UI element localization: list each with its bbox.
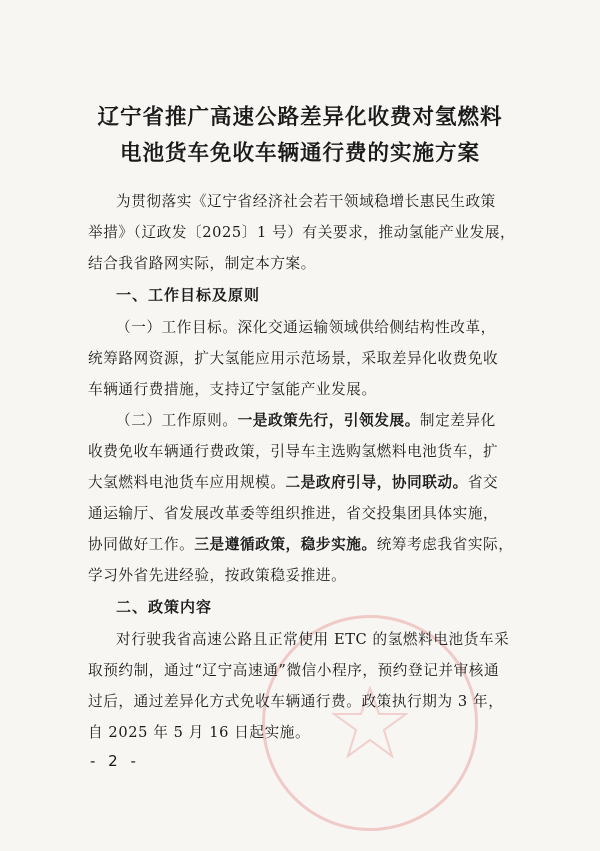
- principle-point-3: 三是遵循政策，稳步实施。: [194, 536, 377, 553]
- principle-line-3-tail: 省交: [467, 474, 499, 491]
- document-title-line-2: 电池货车免收车辆通行费的实施方案: [119, 141, 480, 166]
- principle-point-1: 一是政策先行，引领发展。: [237, 412, 420, 429]
- goal-line-2: 统筹路网资源，扩大氢能应用示范场景，采取差异化收费免收: [88, 350, 499, 367]
- goal-line-1: （一）工作目标。深化交通运输领域供给侧结构性改革，: [116, 319, 496, 336]
- section-1-heading: 一、工作目标及原则: [116, 286, 261, 304]
- policy-line-2: 取预约制，通过“辽宁高速通”微信小程序，预约登记并审核通: [88, 662, 500, 679]
- document-title-line-1: 辽宁省推广高速公路差异化收费对氢燃料: [97, 105, 503, 130]
- principle-label: （二）工作原则。: [116, 412, 238, 429]
- principle-line-1-tail: 制定差异化: [419, 412, 496, 429]
- principle-line-3-head: 大氢燃料电池货车应用规模。: [88, 474, 286, 491]
- principle-line-5-tail: 统筹考虑我省实际，: [376, 536, 514, 553]
- goal-line-3: 车辆通行费措施，支持辽宁氢能产业发展。: [88, 381, 377, 398]
- intro-line-1: 为贯彻落实《辽宁省经济社会若干领域稳增长惠民生政策: [116, 193, 496, 210]
- policy-line-1: 对行驶我省高速公路且正常使用 ETC 的氢燃料电池货车采: [116, 631, 510, 648]
- principle-line-5: [88, 533, 528, 554]
- policy-line-3: 过后，通过差异化方式免收车辆通行费。政策执行期为 3 年，: [88, 693, 504, 710]
- principle-line-6: 学习外省先进经验，按政策稳妥推进。: [88, 567, 347, 584]
- principle-line-5-head: 协同做好工作。: [88, 536, 195, 553]
- policy-line-4: 自 2025 年 5 月 16 日起实施。: [88, 724, 311, 741]
- principle-line-3: [88, 471, 528, 492]
- page-number: - 2 -: [90, 752, 140, 770]
- intro-line-3: 结合我省路网实际，制定本方案。: [88, 255, 316, 272]
- principle-line-1: [116, 409, 556, 430]
- principle-line-4: 通运输厅、省发展改革委等组织推进，省交投集团具体实施，: [88, 505, 499, 522]
- principle-point-2: 二是政府引导，协同联动。: [285, 474, 468, 491]
- section-2-heading: 二、政策内容: [116, 598, 213, 616]
- principle-line-2: 收费免收车辆通行费政策，引导车主选购氢燃料电池货车，扩: [88, 443, 499, 460]
- intro-line-2: 举措》（辽政发〔2025〕1 号）有关要求，推动氢能产业发展，: [88, 224, 516, 241]
